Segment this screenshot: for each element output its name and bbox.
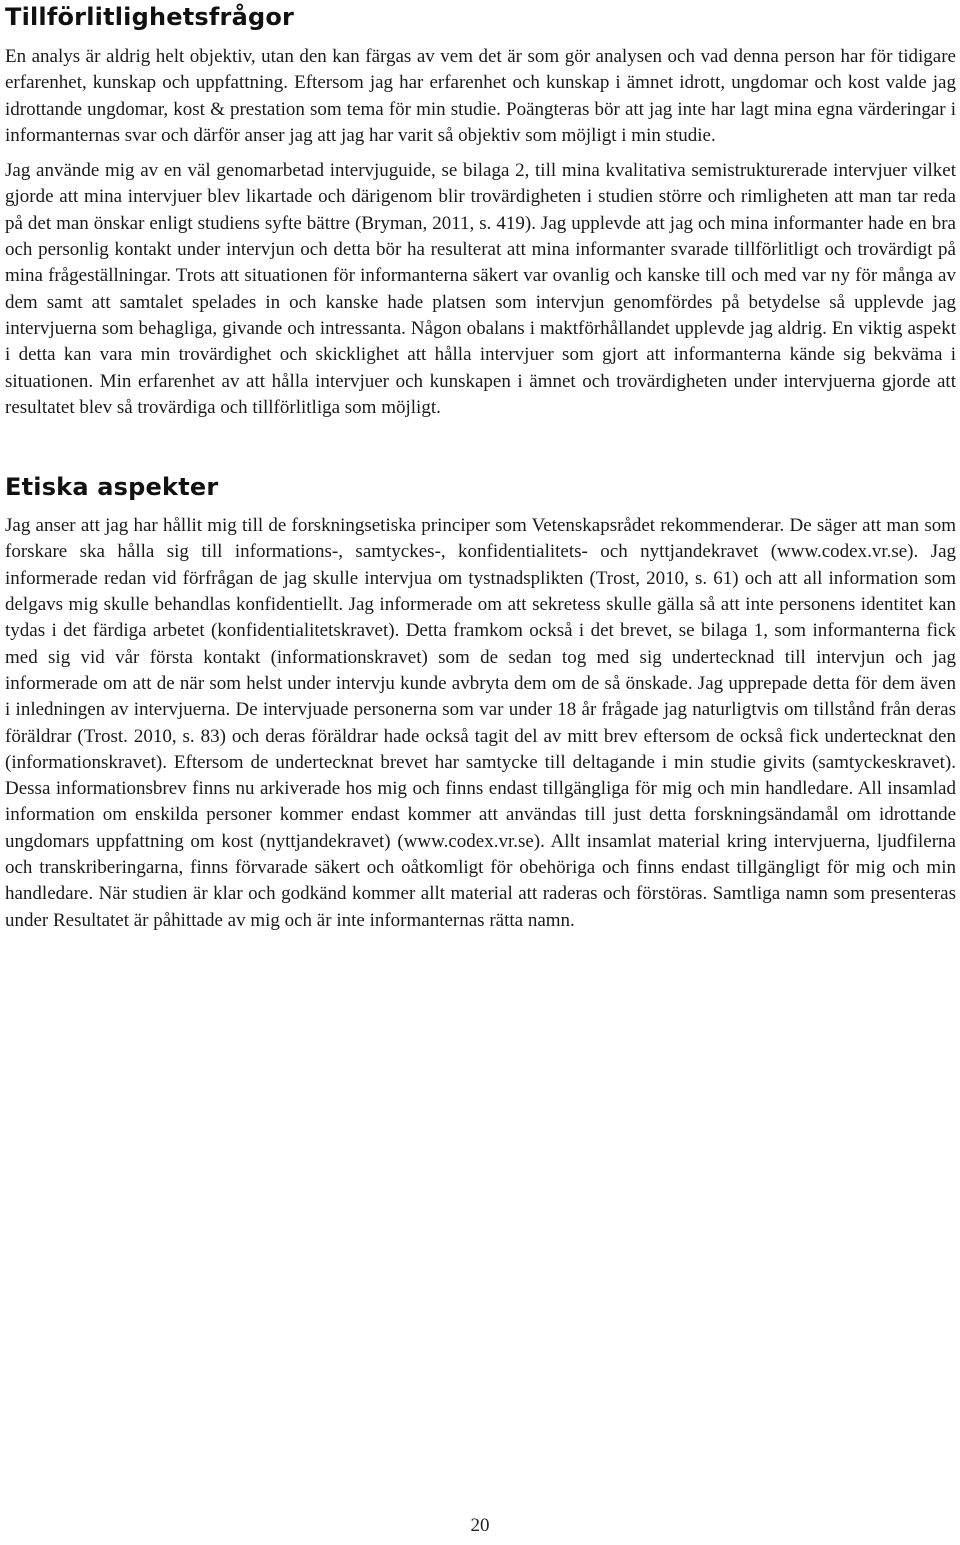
- paragraph-interview-guide: Jag använde mig av en väl genomarbetad intervjuguide, se bilaga 2, till mina kvalitativa semistrukturerade intervjuer vilket gjorde att mina intervjuer blev likartade och därigenom blir trovärdigheten i studien större och rimligheten att man tar reda på det man önskar enligt studiens syfte bättre (Bryman, 2011, s. 419). Jag upplevde att jag och mina informanter hade en bra och personlig kontakt under intervjun och detta bör ha resulterat att mina informanter svarade tillförlitligt och trovärdigt på mina frågeställningar. Trots att situationen för informanterna säkert var ovanlig och kanske till och med var ny för många av dem samt att samtalet spelades in och kanske hade platsen som intervjun genomfördes på betydelse så upplevde jag intervjuerna som behagliga, givande och intressanta. Någon obalans i maktförhållandet upplevde jag aldrig. En viktig aspekt i detta kan vara min trovärdighet och skicklighet att hålla intervjuer som gjort att informanterna kände sig bekväma i situationen. Min erfarenhet av att hålla intervjuer och kunskapen i ämnet och trovärdigheten under intervjuerna gjorde att resultatet blev så trovärdiga och tillförlitliga som möjligt.: [5, 160, 956, 418]
- section-heading-etiska-aspekter: Etiska aspekter: [5, 473, 219, 502]
- section-heading-tillforlitlighet: Tillförlitlighetsfrågor: [5, 3, 295, 31]
- paragraph-ethics: Jag anser att jag har hållit mig till de forskningsetiska principer som Vetenskapsrådet rekommenderar. De säger att man som forskare ska hålla sig till informations-, samtyckes-, konfidentialitets- och nyttjandekravet (www.codex.vr.se). Jag informerade redan vid förfrågan de jag skulle intervjua om tystnadsplikten (Trost, 2010, s. 61) och att all information som delgavs mig skulle behandlas konfidentiellt. Jag informerade om att sekretess skulle gälla så att inte personens identitet kan tydas i det färdiga arbetet (konfidentialitetskravet). Detta framkom också i det brevet, se bilaga 1, som informanterna fick med sig vid vår första kontakt (informationskravet) som de sedan tog med sig undertecknad till intervjun och jag informerade om att de när som helst under intervju kunde avbryta dem om de så önskade. Jag upprepade detta för dem även i inledningen av intervjuerna. De intervjuade personerna som var under 18 år frågade jag naturligtvis om tillstånd från deras föräldrar (Trost. 2010, s. 83) och deras föräldrar hade också tagit del av mitt brev eftersom de också fick undertecknat den (informationskravet). Eftersom de undertecknat brevet har samtycke till deltagande i min studie givits (samtyckeskravet). Dessa informationsbrev finns nu arkiverade hos mig och finns endast tillgängliga för mig och min handledare. All insamlad information om enskilda personer kommer endast kommer att användas till just detta forskningsändamål om idrottande ungdomars uppfattning om kost (nyttjandekravet) (www.codex.vr.se). Allt insamlat material kring intervjuerna, ljudfilerna och transkriberingarna, finns förvarade säkert och oåtkomligt för obehöriga och finns endast tillgängligt för mig och min handledare. När studien är klar och godkänd kommer allt material att raderas och förstöras. Samtliga namn som presenteras under Resultatet är påhittade av mig och är inte informanternas rätta namn.: [5, 515, 956, 931]
- document-page: [5, 0, 956, 934]
- page-number: 20: [470, 1515, 490, 1536]
- paragraph-objectivity: En analys är aldrig helt objektiv, utan den kan färgas av vem det är som gör analysen och vad denna person har för tidigare erfarenhet, kunskap och uppfattning. Eftersom jag har erfarenhet och kunskap i ämnet idrott, ungdomar och kost valde jag idrottande ungdomar, kost & prestation som tema för min studie. Poängteras bör att jag inte har lagt mina egna värderingar i informanternas svar och därför anser jag att jag har varit så objektiv som möjligt i min studie.: [5, 46, 956, 146]
